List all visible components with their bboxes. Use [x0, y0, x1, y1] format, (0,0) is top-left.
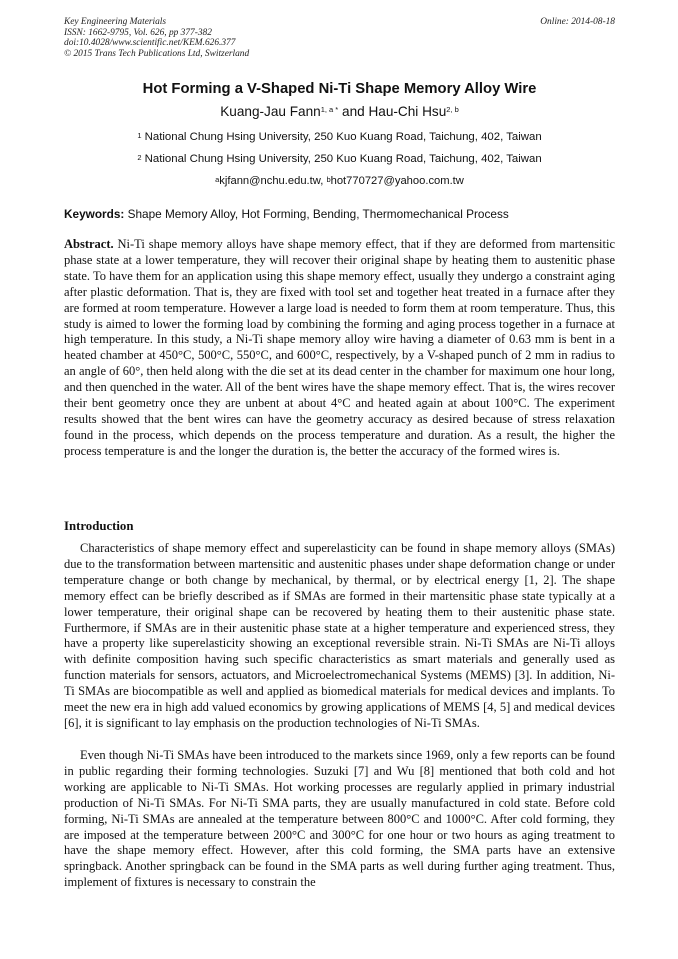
author-line [64, 103, 615, 121]
author-1-affiliation-mark: 1, a * [320, 105, 339, 114]
journal-info [64, 17, 615, 59]
affiliation-2-text: National Chung Hsing University, 250 Kuo Kuang Road, Taichung, 402, Taiwan [141, 153, 542, 165]
author-emails [64, 174, 615, 189]
introduction-paragraph-1: Characteristics of shape memory effect and superelasticity can be found in shape memory alloys (SMAs) due to the transformation between martensitic and austenitic phases under shape deformation change or under temperature change or both change by mechanical, by thermal, or by electrical energy [1, 2]. The shape memory effect can be briefly described as if SMAs are formed in their martensitic phase state typically at a lower temperature, their original shape can be recovered by heating them to their austenitic phase state. Furthermore, if SMAs are in their austenitic phase state at a higher temperature and experienced stress, they have a property like superelasticity showing an exceptional reversible strain. Ni-Ti SMAs are Ni-Ti alloys with definite composition having such specific characteristics as smart materials and generally used as function materials for sensors, actuators, and Microelectromechanical Systems (MEMS) [3]. In addition, Ni-Ti SMAs are biocompatible as well and applied as biomedical materials for medical devices and implants. To meet the new era in high add valued economics by growing applications of MEMS [4, 5] and medical devices [6], it is significant to lay emphasis on the production technologies of Ni-Ti SMAs. [64, 541, 615, 730]
email-b-mark: b [326, 175, 331, 184]
affiliation-1 [64, 130, 615, 145]
keywords-text: Shape Memory Alloy, Hot Forming, Bending, Thermomechanical Process [124, 207, 509, 221]
abstract-label: Abstract. [64, 237, 114, 251]
journal-issn: ISSN: 1662-9795, Vol. 626, pp 377-382 [64, 27, 212, 38]
affiliation-2-number: 2 [137, 153, 142, 162]
author-conjunction: and [338, 104, 369, 119]
journal-header [64, 17, 615, 59]
affiliation-2 [64, 152, 615, 167]
journal-doi: doi:10.4028/www.scientific.net/KEM.626.377 [64, 38, 236, 49]
introduction-paragraph-2: Even though Ni-Ti SMAs have been introduced to the markets since 1969, only a few reports can be found in public regarding their forming technologies. Suzuki [7] and Wu [8] mentioned that both cold and hot working are applicable to Ni-Ti SMAs. Hot working processes are regularly applied in primary industrial production of Ni-Ti SMAs. For Ni-Ti SMA parts, they are usually manufactured in cold state. Before cold forming, Ni-Ti SMAs are annealed at the temperature between 800°C and 1000°C. After cold forming, they are imposed at the temperature between 200°C and 300°C for one hour or two hours as aging treatment to have the shape memory effect. However, after this cold forming, the SMA parts have an extensive springback. Another springback can be found in the SMA parts as well during further aging treatment. Thus, implement of fixtures is necessary to constrain the [64, 748, 615, 890]
author-1: Kuang-Jau Fann [220, 104, 321, 119]
affiliation-1-number: 1 [137, 131, 142, 140]
keywords [64, 207, 615, 222]
email-a-mark: a [215, 175, 220, 184]
keywords-label: Keywords: [64, 207, 125, 221]
journal-copyright: © 2015 Trans Tech Publications Ltd, Switzerland [64, 48, 250, 59]
abstract-text: Ni-Ti shape memory alloys have shape memory effect, that if they are deformed from martensitic phase state at a lower temperature, they will recover their original shape by heating them to austenitic phase state. To have them for an application using this shape memory effect, usually they undergo a constraint aging after plastic deformation. That is, they are fixed with tool set and together heat treated in a furnace after they are formed at room temperature. However a large load is needed to form them at room temperature. Thus, this study is aimed to lower the forming load by combining the forming and aging process together in a furnace at high temperature. In this study, a Ni-Ti shape memory alloy wire having a diameter of 0.63 mm is bent in a heated chamber at 450°C, 500°C, 550°C, and 600°C, respectively, by a V-shaped punch of 2 mm in radius to an angle of 60°, then held along with the die set at its dead center in the chamber for maximum one hour long, and then quenched in the water. All of the bent wires have the shape memory effect. That is, the wires recover their bent geometry once they are unbent at about 4°C and heated again at about 100°C. The experiment results showed that the bent wires can have the geometry accuracy as desired because of stress relaxation found in the process, which depends on the process temperature and duration. As a result, the higher the process temperature is and the longer the duration is, the better the accuracy of the formed wires is. [64, 237, 615, 458]
email-b[interactable]: hot770727@yahoo.com.tw [330, 175, 464, 187]
journal-name: Key Engineering Materials [64, 17, 167, 27]
affiliation-1-text: National Chung Hsing University, 250 Kuo Kuang Road, Taichung, 402, Taiwan [141, 131, 542, 143]
abstract [64, 237, 615, 460]
author-2: Hau-Chi Hsu [368, 104, 447, 119]
author-2-affiliation-mark: 2, b [446, 105, 459, 114]
section-heading-introduction: Introduction [64, 519, 134, 533]
paper-title: Hot Forming a V-Shaped Ni-Ti Shape Memory Alloy Wire [142, 81, 537, 97]
online-date: Online: 2014-08-18 [540, 17, 615, 27]
email-a[interactable]: kjfann@nchu.edu.tw, [219, 175, 327, 187]
